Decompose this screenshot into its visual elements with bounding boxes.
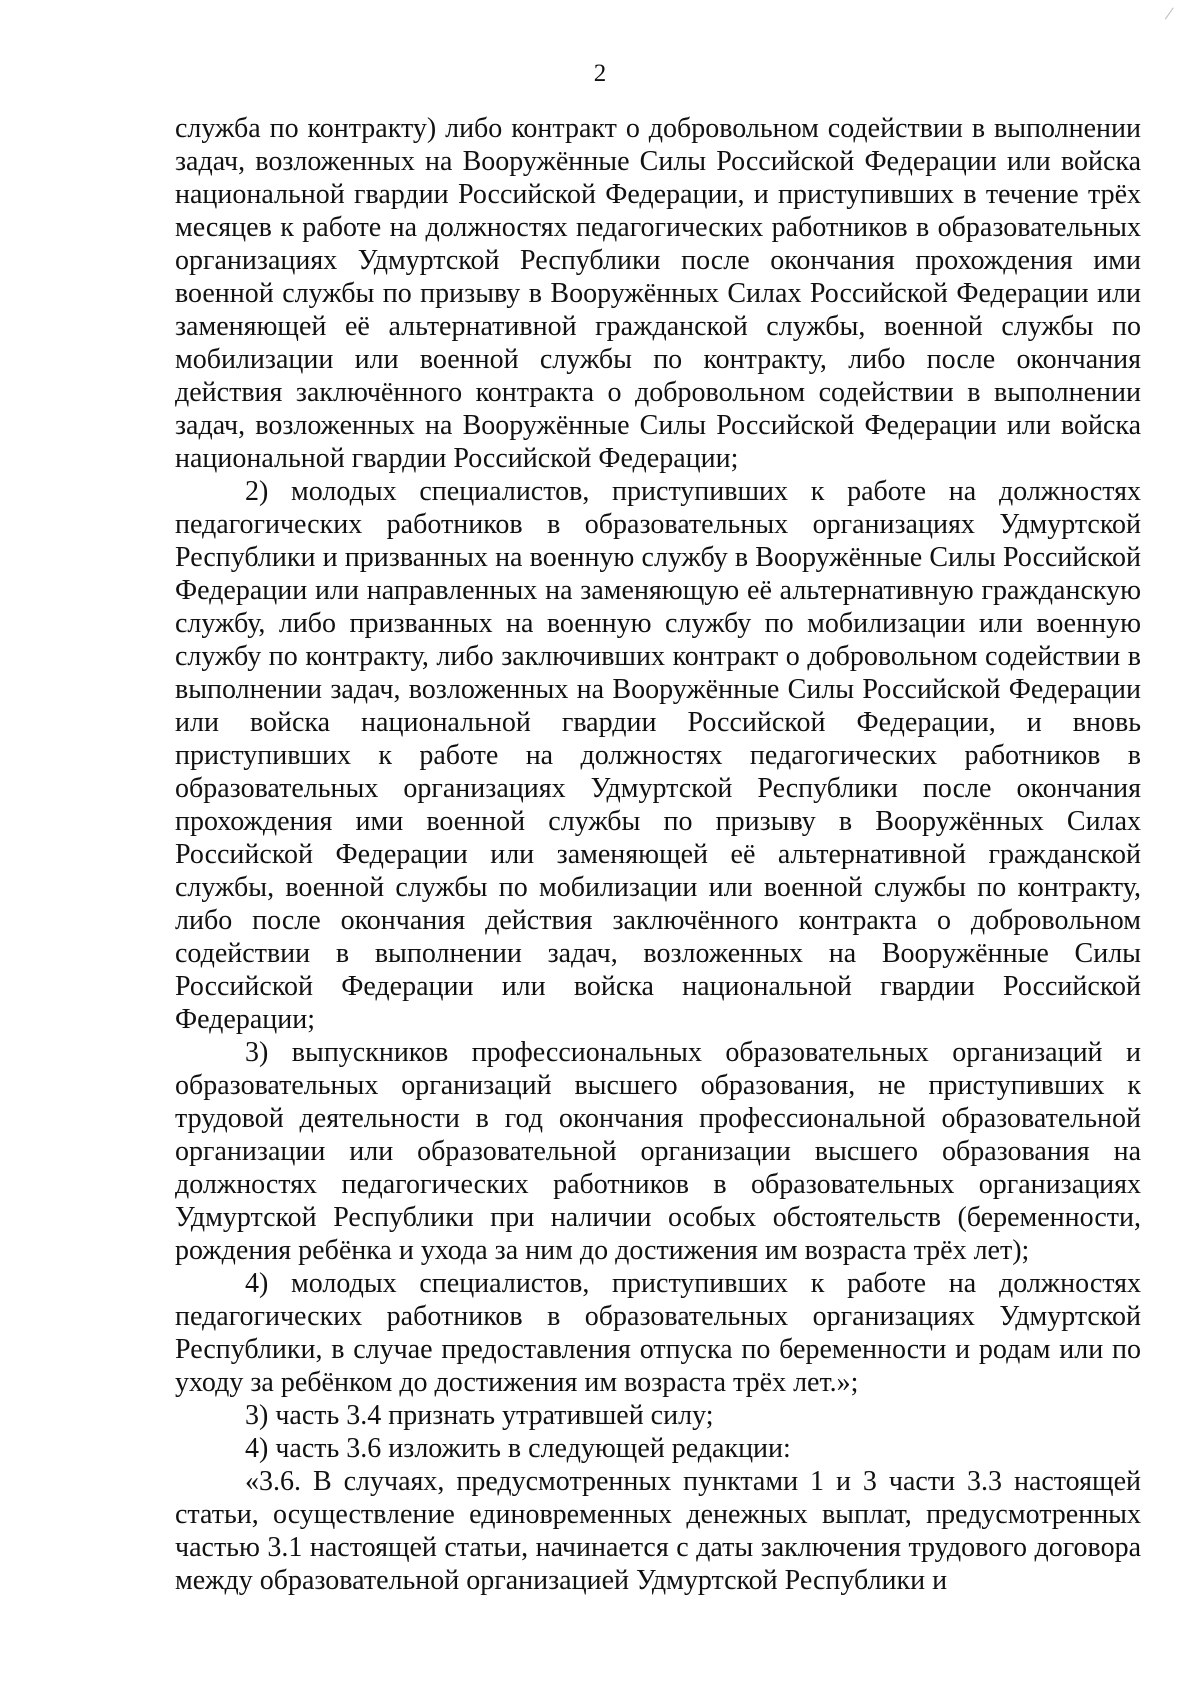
paragraph-section-3-6: «3.6. В случаях, предусмотренных пунктами 1 и 3 части 3.3 настоящей статьи, осуществление единовременных денежных выплат, предусмотренных частью 3.1 настоящей статьи, начинается с даты заключения трудового договора между образовательной организацией Удмуртской Республики и (175, 1466, 1141, 1596)
paragraph-item-4: 4) молодых специалистов, приступивших к работе на должностях педагогических работников в образовательных организациях Удмуртской Республики, в случае предоставления отпуска по беременности и родам или по уходу за ребёнком до достижения им возраста трёх лет.»; (175, 1268, 1141, 1398)
paragraph-item-3: 3) выпускников профессиональных образовательных организаций и образовательных организаций высшего образования, не приступивших к трудовой деятельности в год окончания профессиональной образовательной организации или образовательной организации высшего образования на должностях педагогических работников в образовательных организациях Удмуртской Республики при наличии особых обстоятельств (беременности, рождения ребёнка и ухода за ним до достижения им возраста трёх лет); (175, 1037, 1141, 1266)
scan-mark (1165, 7, 1185, 27)
paragraph-amendment-3: 3) часть 3.4 признать утратившей силу; (245, 1400, 714, 1431)
document-body (175, 112, 1141, 1597)
paragraph-amendment-4: 4) часть 3.6 изложить в следующей редакции: (245, 1433, 791, 1464)
page-number: 2 (593, 60, 607, 87)
paragraph-continuation: служба по контракту) либо контракт о добровольном содействии в выполнении задач, возложенных на Вооружённые Силы Российской Федерации или войска национальной гвардии Российской Федерации, и приступивших в течение трёх месяцев к работе на должностях педагогических работников в образовательных организациях Удмуртской Республики после окончания прохождения ими военной службы по призыву в Вооружённых Силах Российской Федерации или заменяющей её альтернативной гражданской службы, военной службы по мобилизации или военной службы по контракту, либо после окончания действия заключённого контракта о добровольном содействии в выполнении задач, возложенных на Вооружённые Силы Российской Федерации или войска национальной гвардии Российской Федерации; (175, 113, 1141, 474)
paragraph-item-2: 2) молодых специалистов, приступивших к работе на должностях педагогических работников в образовательных организациях Удмуртской Республики и призванных на военную службу в Вооружённые Силы Российской Федерации или направленных на заменяющую её альтернативную гражданскую службу, либо призванных на военную службу по мобилизации или военную службу по контракту, либо заключивших контракт о добровольном содействии в выполнении задач, возложенных на Вооружённые Силы Российской Федерации или войска национальной гвардии Российской Федерации, и вновь приступивших к работе на должностях педагогических работников в образовательных организациях Удмуртской Республики после окончания прохождения ими военной службы по призыву в Вооружённых Силах Российской Федерации или заменяющей её альтернативной гражданской службы, военной службы по мобилизации или военной службы по контракту, либо после окончания действия заключённого контракта о добровольном содействии в выполнении задач, возложенных на Вооружённые Силы Российской Федерации или войска национальной гвардии Российской Федерации; (175, 476, 1141, 1035)
